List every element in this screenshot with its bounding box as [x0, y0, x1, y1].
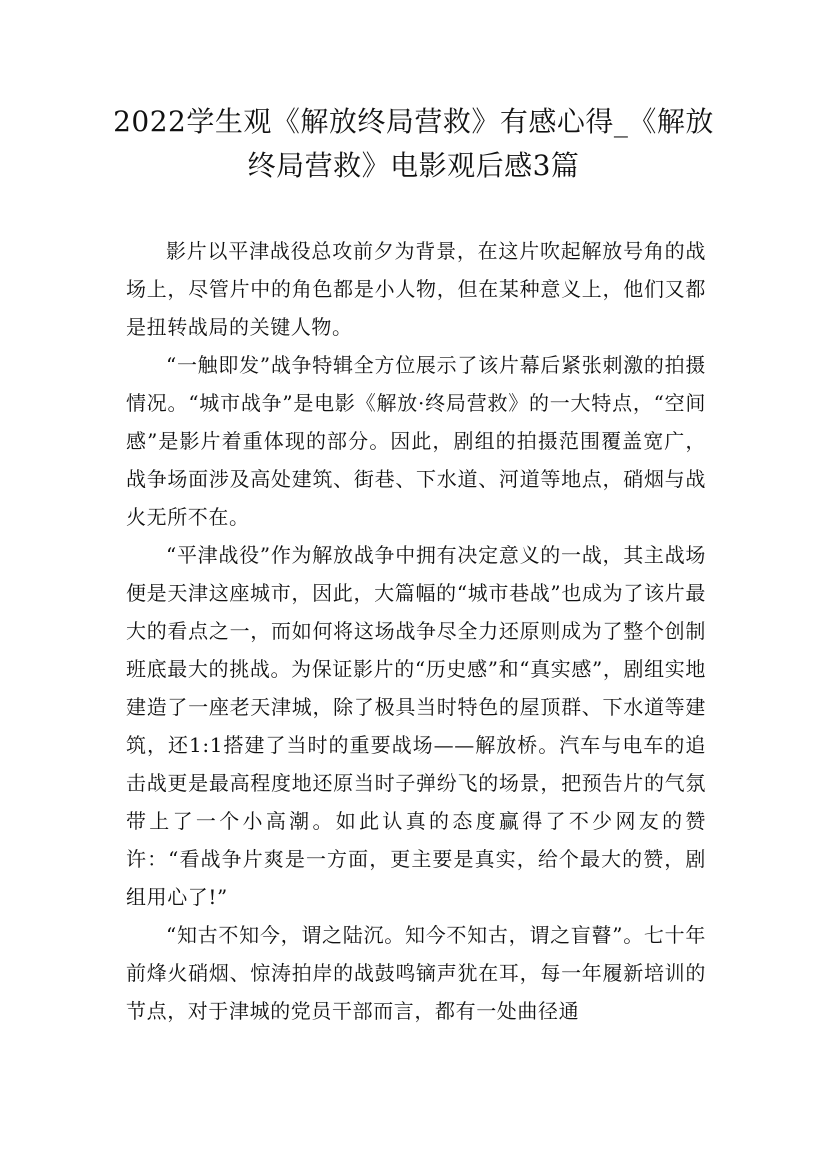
paragraph-3: “平津战役”作为解放战争中拥有决定意义的一战，其主战场便是天津这座城市，因此，大篇幅的“城市巷战”也成为了该片最大的看点之一，而如何将这场战争尽全力还原则成为了整个创制班底最大的挑战。为保证影片的“历史感”和“真实感”，剧组实地建造了一座老天津城，除了极具当时特色的屋顶群、下水道等建筑，还1:1搭建了当时的重要战场——解放桥。汽车与电车的追击战更是最高程度地还原当时子弹纷飞的场景，把预告片的气氛带上了一个小高潮。如此认真的态度赢得了不少网友的赞许：“看战争片爽是一方面，更主要是真实，给个最大的赞，剧组用心了!” [126, 543, 706, 909]
document-title: 2022学生观《解放终局营救》有感心得_《解放终局营救》电影观后感3篇 [113, 105, 714, 182]
paragraph-1: 影片以平津战役总攻前夕为背景，在这片吹起解放号角的战场上，尽管片中的角色都是小人物，但在某种意义上，他们又都是扭转战局的关键人物。 [126, 239, 706, 339]
document-body [126, 232, 706, 1030]
paragraph-2: “一触即发”战争特辑全方位展示了该片幕后紧张刺激的拍摄情况。“城市战争”是电影《解放·终局营救》的一大特点，“空间感”是影片着重体现的部分。因此，剧组的拍摄范围覆盖宽广，战争场面涉及高处建筑、街巷、下水道、河道等地点，硝烟与战火无所不在。 [126, 353, 706, 529]
paragraph-4: “知古不知今，谓之陆沉。知今不知古，谓之盲瞽”。七十年前烽火硝烟、惊涛拍岸的战鼓鸣镝声犹在耳，每一年履新培训的节点，对于津城的党员干部而言，都有一处曲径通 [126, 923, 706, 1023]
